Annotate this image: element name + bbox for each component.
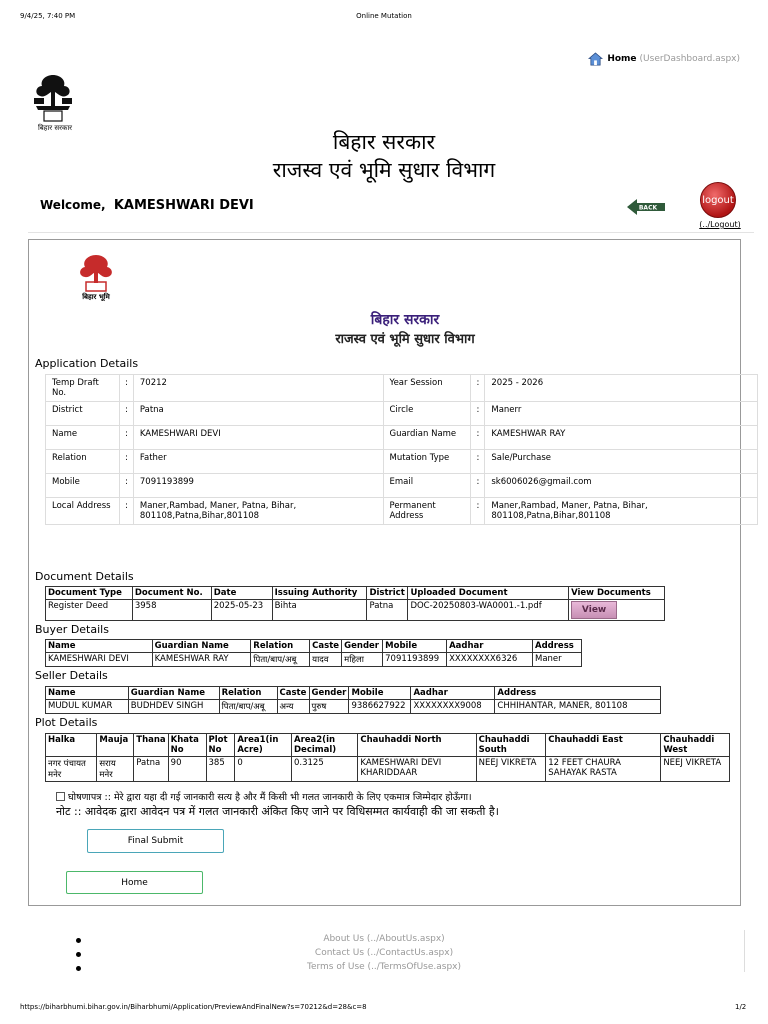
column-header: Guardian Name <box>128 687 219 700</box>
table-cell: पिता/बाप/अबू <box>219 700 277 714</box>
document-details-table <box>45 586 665 621</box>
column-header: Address <box>532 640 581 653</box>
table-cell: CHHIHANTAR, MANER, 801108 <box>495 700 661 714</box>
table-cell: पुरुष <box>309 700 349 714</box>
table-cell: 12 FEET CHAURA SAHAYAK RASTA <box>546 757 661 782</box>
column-header: Uploaded Document <box>408 587 569 600</box>
field-label: Circle <box>383 402 471 426</box>
table-cell: 2025-05-23 <box>211 600 272 621</box>
table-cell: Bihta <box>272 600 367 621</box>
seller-details-title: Seller Details <box>35 669 108 682</box>
header-divider <box>28 232 754 233</box>
column-header: District <box>367 587 408 600</box>
print-date: 9/4/25, 7:40 PM <box>20 12 76 20</box>
table-cell: Register Deed <box>46 600 133 621</box>
column-header: Mobile <box>349 687 411 700</box>
column-header: View Documents <box>569 587 665 600</box>
table-row <box>46 653 582 667</box>
home-link[interactable] <box>588 52 740 66</box>
column-header: Guardian Name <box>152 640 251 653</box>
column-header: Relation <box>219 687 277 700</box>
colon-separator: : <box>119 402 133 426</box>
field-label: Relation <box>46 450 120 474</box>
field-value: 7091193899 <box>133 474 383 498</box>
column-header: Caste <box>277 687 309 700</box>
column-header: Gender <box>342 640 383 653</box>
table-row <box>46 600 665 621</box>
column-header: Chauhaddi West <box>661 734 730 757</box>
page-title-line2: राजस्व एवं भूमि सुधार विभाग <box>272 158 496 182</box>
application-details-table <box>45 374 758 525</box>
table-row <box>46 450 758 474</box>
colon-separator: : <box>119 498 133 525</box>
print-header <box>0 12 768 24</box>
welcome-user-name: KAMESHWARI DEVI <box>113 198 254 213</box>
table-cell: BUDHDEV SINGH <box>128 700 219 714</box>
field-label: Year Session <box>383 375 471 402</box>
welcome-label: Welcome, <box>40 198 106 212</box>
field-value: 2025 - 2026 <box>485 375 758 402</box>
seal-caption: बिहार सरकार <box>37 124 73 132</box>
footer-link-terms[interactable]: Terms of Use (../TermsOfUse.aspx) <box>306 962 462 972</box>
document-details-title: Document Details <box>35 570 134 583</box>
colon-separator: : <box>471 450 485 474</box>
colon-separator: : <box>471 426 485 450</box>
field-label: Mutation Type <box>383 450 471 474</box>
column-header: Khata No <box>168 734 206 757</box>
colon-separator: : <box>119 375 133 402</box>
table-cell: 90 <box>168 757 206 782</box>
column-header: Name <box>46 640 153 653</box>
column-header: Gender <box>309 687 349 700</box>
table-row <box>46 757 730 782</box>
column-header: Mauja <box>97 734 134 757</box>
table-row <box>46 700 661 714</box>
final-submit-button[interactable]: Final Submit <box>87 829 224 853</box>
bihar-bhumi-caption: बिहार भूमि <box>82 293 110 301</box>
table-cell: 0.3125 <box>292 757 358 782</box>
table-cell: KAMESHWAR RAY <box>152 653 251 667</box>
home-link-url: (UserDashboard.aspx) <box>639 54 740 64</box>
declaration <box>56 790 472 803</box>
table-cell: 3958 <box>132 600 211 621</box>
field-value: Father <box>133 450 383 474</box>
declaration-text: घोषणापत्र :: मेरे द्वारा यहा दी गई जानकारी सत्य है और मैं किसी भी गलत जानकारी के लिए एकमात्र जिम्मेदार होऊँगा। <box>68 792 472 803</box>
table-cell: पिता/बाप/अबू <box>251 653 310 667</box>
column-header: Address <box>495 687 661 700</box>
print-page-number: 1/2 <box>735 1003 747 1011</box>
buyer-details-table <box>45 639 582 667</box>
colon-separator: : <box>119 474 133 498</box>
table-cell: KAMESHWARI DEVI <box>46 653 153 667</box>
field-label: Email <box>383 474 471 498</box>
colon-separator: : <box>119 450 133 474</box>
field-value: sk6006026@gmail.com <box>485 474 758 498</box>
inner-title-line1: बिहार सरकार <box>370 312 440 328</box>
column-header: Thana <box>134 734 168 757</box>
table-cell: Patna <box>134 757 168 782</box>
table-cell: 7091193899 <box>383 653 447 667</box>
logout-url: (../Logout) <box>699 220 741 229</box>
column-header: Issuing Authority <box>272 587 367 600</box>
inner-title <box>0 310 768 350</box>
application-details-title: Application Details <box>35 357 139 370</box>
bodhi-tree-icon <box>30 72 76 124</box>
home-button[interactable]: Home <box>66 871 203 894</box>
welcome-message <box>40 198 254 213</box>
colon-separator: : <box>119 426 133 450</box>
bihar-bhumi-logo <box>74 253 118 303</box>
column-header: Relation <box>251 640 310 653</box>
column-header: Caste <box>310 640 342 653</box>
column-header: Name <box>46 687 129 700</box>
table-cell: DOC-20250803-WA0001.-1.pdf <box>408 600 569 621</box>
column-header: Aadhar <box>411 687 495 700</box>
colon-separator: : <box>471 375 485 402</box>
table-row <box>46 375 758 402</box>
table-row <box>46 426 758 450</box>
home-icon <box>588 52 603 66</box>
table-cell: Patna <box>367 600 408 621</box>
table-cell: यादव <box>310 653 342 667</box>
column-header: Mobile <box>383 640 447 653</box>
inner-title-line2: राजस्व एवं भूमि सुधार विभाग <box>335 332 475 347</box>
field-label: Guardian Name <box>383 426 471 450</box>
field-value: 70212 <box>133 375 383 402</box>
table-cell: KAMESHWARI DEVI KHARIDDAAR <box>358 757 476 782</box>
home-link-label: Home <box>607 54 637 64</box>
logout-label: logout <box>702 194 734 206</box>
field-value: KAMESHWAR RAY <box>485 426 758 450</box>
table-row <box>46 498 758 525</box>
footer-link-about[interactable]: About Us (../AboutUs.aspx) <box>323 934 445 944</box>
table-cell: 0 <box>235 757 292 782</box>
table-cell: Maner <box>532 653 581 667</box>
view-document-button[interactable]: View <box>571 601 617 619</box>
table-cell: NEEJ VIKRETA <box>661 757 730 782</box>
field-value: Maner,Rambad, Maner, Patna, Bihar, 801108,Patna,Bihar,801108 <box>133 498 383 525</box>
back-arrow-icon <box>626 198 666 216</box>
field-value: Maner,Rambad, Maner, Patna, Bihar, 801108,Patna,Bihar,801108 <box>485 498 758 525</box>
note-text: नोट :: आवेदक द्वारा आवेदन पत्र में गलत जानकारी अंकित किए जाने पर विधिसम्मत कार्यवाही की जा सकती है। <box>56 805 499 818</box>
table-cell: अन्य <box>277 700 309 714</box>
field-label: Temp Draft No. <box>46 375 120 402</box>
logout-button[interactable] <box>697 182 743 229</box>
field-value: Sale/Purchase <box>485 450 758 474</box>
field-value: KAMESHWARI DEVI <box>133 426 383 450</box>
table-cell: XXXXXXXX6326 <box>447 653 533 667</box>
view-documents-cell <box>569 600 665 621</box>
back-button-label: BACK <box>638 204 658 212</box>
field-label: Permanent Address <box>383 498 471 525</box>
bihar-seal-logo <box>30 72 76 134</box>
plot-details-table <box>45 733 730 782</box>
table-cell: 385 <box>206 757 235 782</box>
seller-details-table <box>45 686 661 714</box>
logout-icon <box>700 182 736 218</box>
print-url: https://biharbhumi.bihar.gov.in/Biharbhumi/Application/PreviewAndFinalNew?s=70212&d=28&c=8 <box>20 1003 367 1011</box>
buyer-details-title: Buyer Details <box>35 623 109 636</box>
table-row <box>46 474 758 498</box>
field-value: Manerr <box>485 402 758 426</box>
declaration-checkbox[interactable] <box>56 792 65 801</box>
column-header: Area2(in Decimal) <box>292 734 358 757</box>
colon-separator: : <box>471 474 485 498</box>
column-header: Plot No <box>206 734 235 757</box>
back-button[interactable] <box>626 198 666 216</box>
table-cell: NEEJ VIKRETA <box>476 757 546 782</box>
column-header: Document No. <box>132 587 211 600</box>
field-label: Name <box>46 426 120 450</box>
table-cell: सराय मनेर <box>97 757 134 782</box>
column-header: Aadhar <box>447 640 533 653</box>
print-title: Online Mutation <box>356 12 412 20</box>
column-header: Date <box>211 587 272 600</box>
page-title-line1: बिहार सरकार <box>332 130 436 154</box>
table-cell: 9386627922 <box>349 700 411 714</box>
page-title <box>0 128 768 184</box>
footer-divider <box>744 930 745 972</box>
table-row <box>46 402 758 426</box>
column-header: Chauhaddi North <box>358 734 476 757</box>
table-cell: महिला <box>342 653 383 667</box>
column-header: Chauhaddi South <box>476 734 546 757</box>
footer-link-contact[interactable]: Contact Us (../ContactUs.aspx) <box>314 948 454 958</box>
field-label: Mobile <box>46 474 120 498</box>
plot-details-title: Plot Details <box>35 716 98 729</box>
column-header: Chauhaddi East <box>546 734 661 757</box>
column-header: Area1(in Acre) <box>235 734 292 757</box>
colon-separator: : <box>471 402 485 426</box>
column-header: Document Type <box>46 587 133 600</box>
table-cell: XXXXXXXX9008 <box>411 700 495 714</box>
bihar-bhumi-tree-icon <box>74 253 118 293</box>
colon-separator: : <box>471 498 485 525</box>
field-label: Local Address <box>46 498 120 525</box>
field-value: Patna <box>133 402 383 426</box>
table-cell: MUDUL KUMAR <box>46 700 129 714</box>
column-header: Halka <box>46 734 97 757</box>
field-label: District <box>46 402 120 426</box>
table-cell: नगर पंचायत मनेर <box>46 757 97 782</box>
